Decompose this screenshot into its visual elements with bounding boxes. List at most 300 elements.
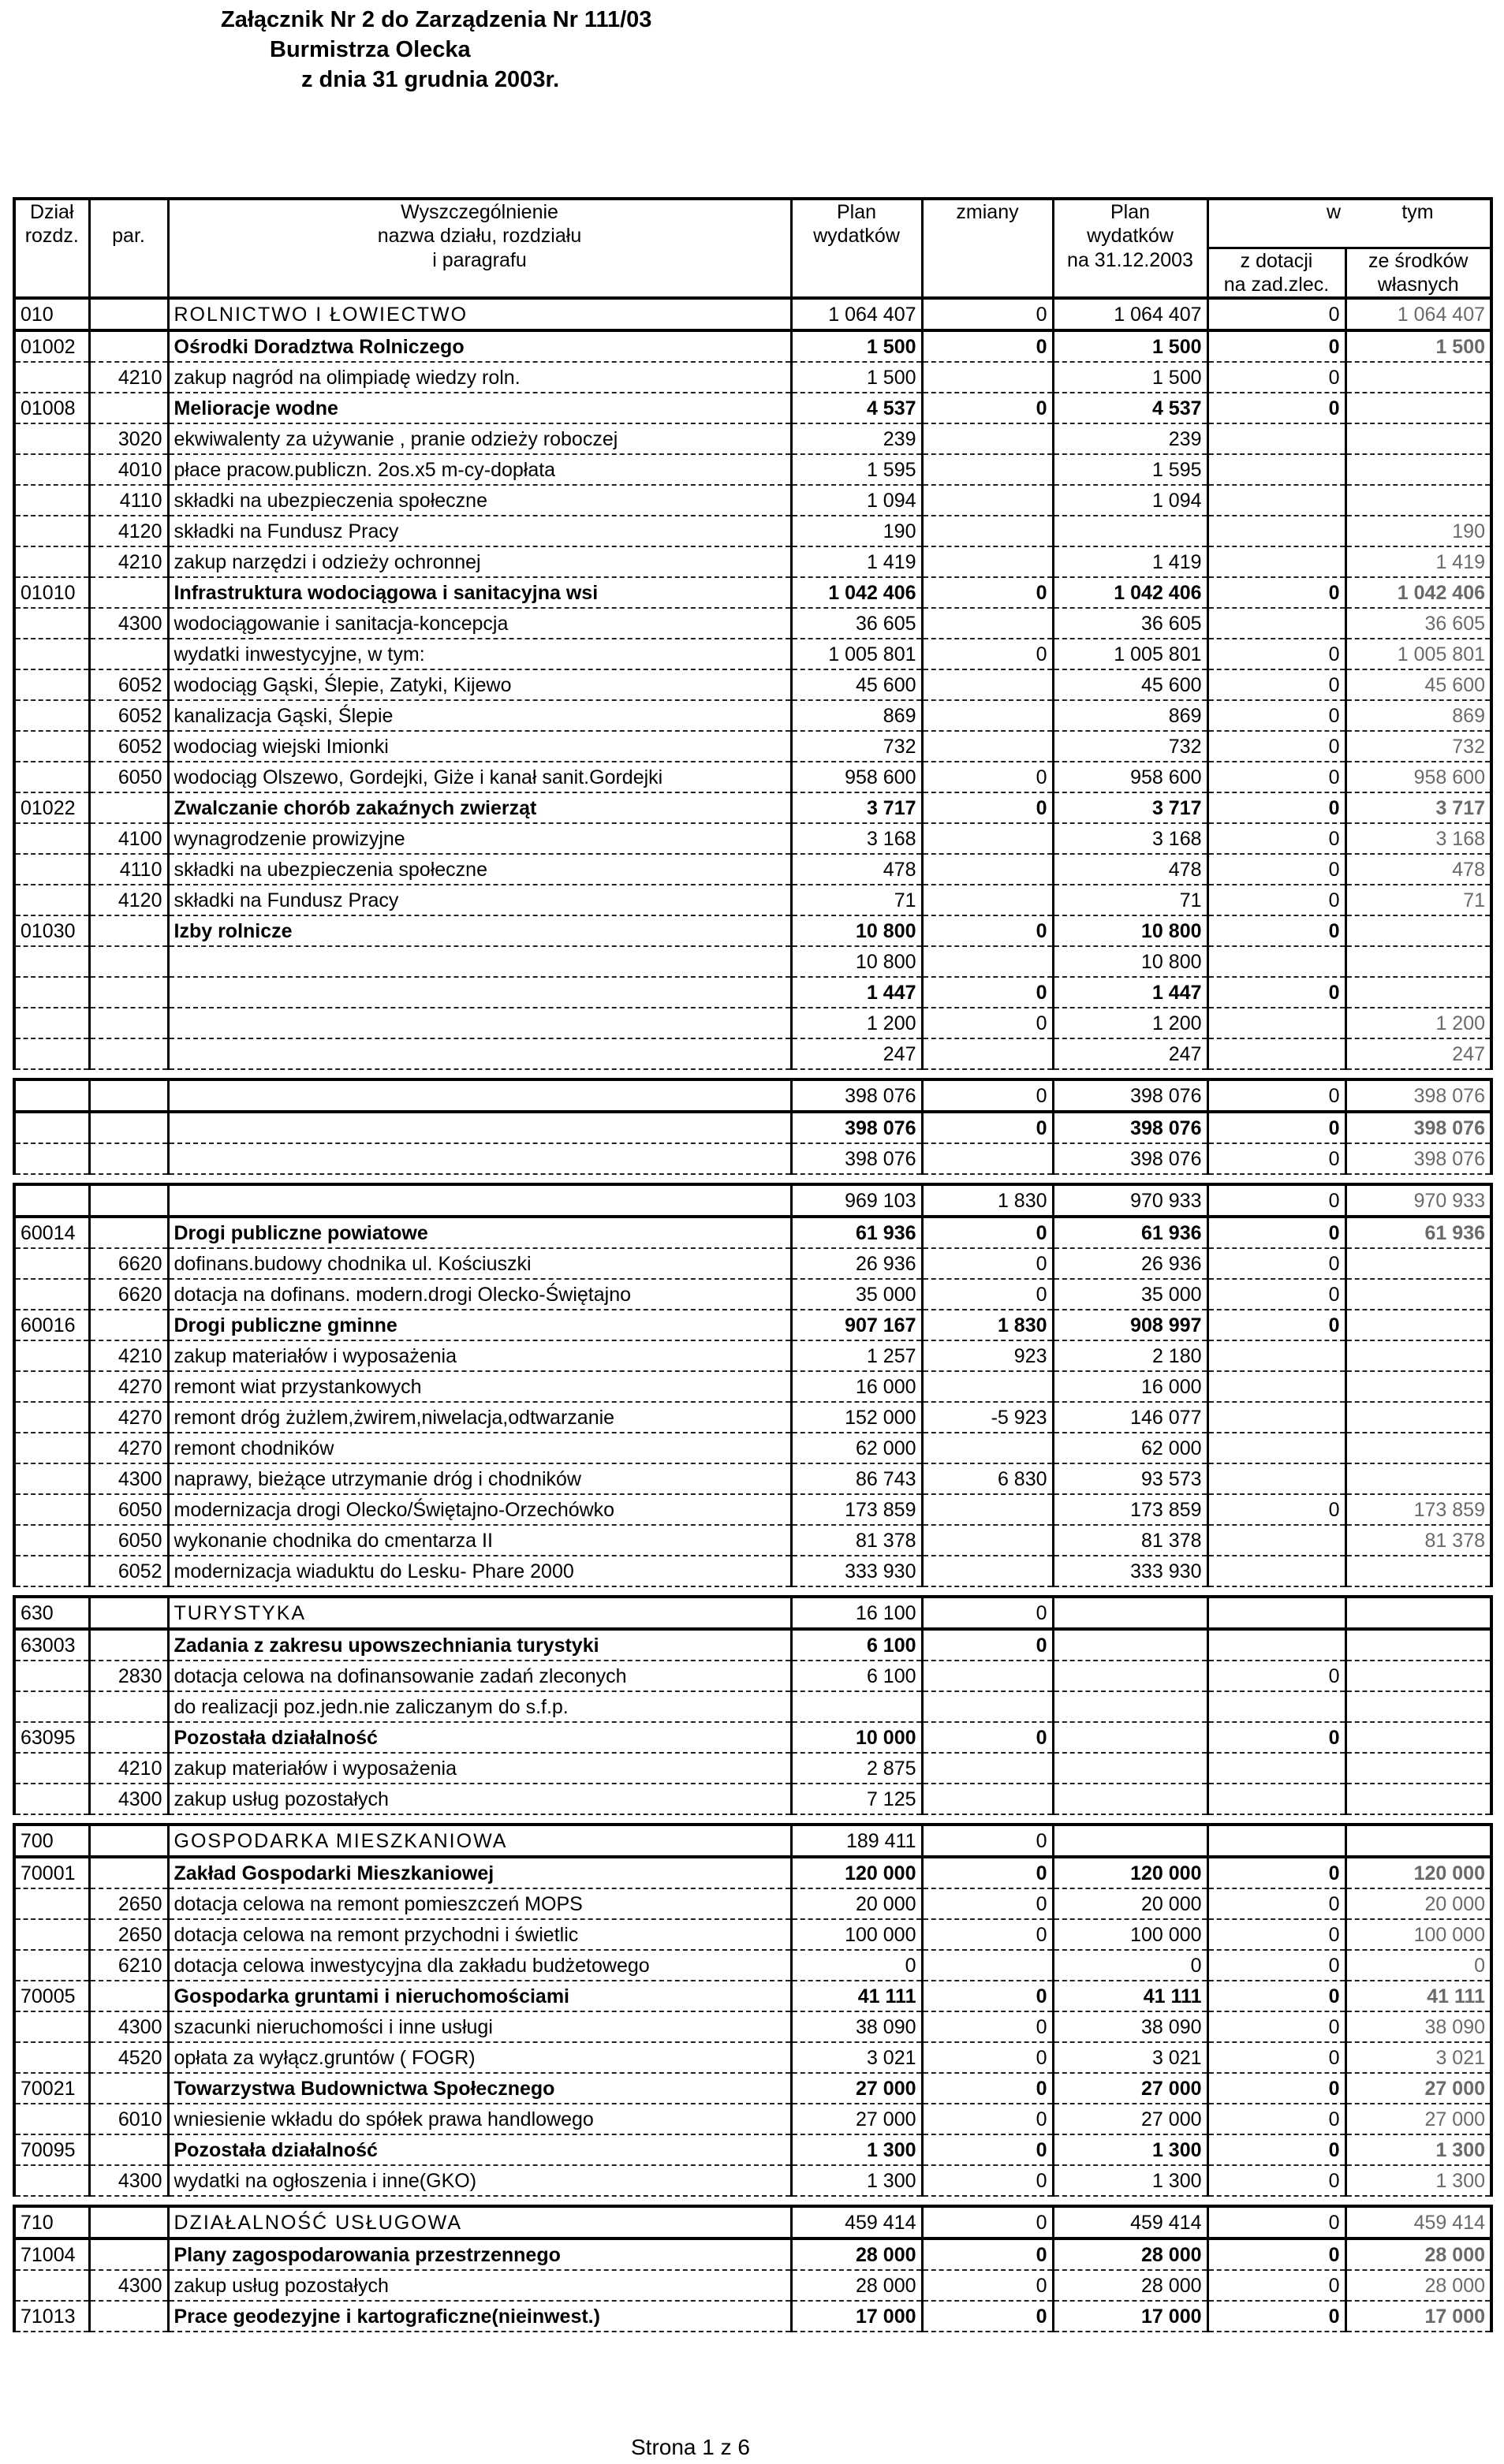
row-plan-after: 398 076 (1053, 1079, 1207, 1112)
row-wlasne: 1 200 (1345, 1008, 1491, 1038)
chapter-row (14, 1981, 1491, 2011)
row-zmiany: 0 (922, 2206, 1053, 2238)
row-name: modernizacja drogi Olecko/Świętajno-Orzechówko (168, 1494, 791, 1525)
row-dzial: 01010 (14, 577, 89, 608)
row-name: wydatki inwestycyjne, w tym: (168, 639, 791, 669)
row-plan-after: 26 936 (1053, 1248, 1207, 1279)
row-plan-after: 16 000 (1053, 1371, 1207, 1402)
row-paragraf (89, 393, 168, 423)
row-dzial (14, 546, 89, 577)
row-zmiany (922, 1661, 1053, 1691)
row-wlasne (1345, 1371, 1491, 1402)
row-wlasne (1345, 1661, 1491, 1691)
row-dotacje (1207, 1402, 1345, 1433)
row-paragraf (89, 1217, 168, 1248)
row-dotacje (1207, 1691, 1345, 1722)
row-zmiany: 0 (922, 762, 1053, 792)
row-wlasne (1345, 1784, 1491, 1814)
row-name: remont dróg żużlem,żwirem,niwelacja,odtwarzanie (168, 1402, 791, 1433)
row-zmiany (922, 1494, 1053, 1525)
row-plan-after: 81 378 (1053, 1525, 1207, 1556)
row-plan-after: 1 042 406 (1053, 577, 1207, 608)
row-zmiany (922, 485, 1053, 516)
row-paragraf: 6620 (89, 1248, 168, 1279)
row-zmiany (922, 516, 1053, 546)
row-zmiany (922, 1433, 1053, 1463)
row-paragraf (89, 577, 168, 608)
row-paragraf: 4210 (89, 546, 168, 577)
col-dotacji: z dotacji (1207, 248, 1345, 273)
row-dotacje: 0 (1207, 1248, 1345, 1279)
row-paragraf (89, 639, 168, 669)
row-dotacje: 0 (1207, 362, 1345, 393)
row-plan-after: 100 000 (1053, 1919, 1207, 1950)
row-plan: 239 (791, 423, 922, 454)
row-plan: 1 064 407 (791, 298, 922, 330)
row-paragraf (89, 2134, 168, 2165)
row-plan: 969 103 (791, 1184, 922, 1217)
row-plan: 35 000 (791, 1279, 922, 1310)
row-dzial (14, 1784, 89, 1814)
table-row (14, 1038, 1491, 1069)
row-plan-after: 10 800 (1053, 915, 1207, 946)
row-name (168, 1038, 791, 1069)
table-row (14, 1248, 1491, 1279)
row-plan-after: 120 000 (1053, 1857, 1207, 1888)
row-wlasne: 27 000 (1345, 2073, 1491, 2104)
row-plan: 459 414 (791, 2206, 922, 2238)
row-dotacje (1207, 423, 1345, 454)
row-dzial (14, 1279, 89, 1310)
row-dotacje: 0 (1207, 1112, 1345, 1143)
row-zmiany: 0 (922, 792, 1053, 823)
row-plan-after: 2 180 (1053, 1340, 1207, 1371)
row-plan: 1 094 (791, 485, 922, 516)
section-gap (14, 1814, 1491, 1825)
row-plan-after: 1 500 (1053, 330, 1207, 362)
row-dzial: 630 (14, 1597, 89, 1629)
row-wlasne: 3 021 (1345, 2042, 1491, 2073)
row-plan-after: 38 090 (1053, 2011, 1207, 2042)
row-zmiany: 0 (922, 2270, 1053, 2301)
row-plan-after: 173 859 (1053, 1494, 1207, 1525)
table-row (14, 731, 1491, 762)
row-plan-after (1053, 1825, 1207, 1857)
row-name: dotacja na dofinans. modern.drogi Olecko-Świętajno (168, 1279, 791, 1310)
row-plan: 41 111 (791, 1981, 922, 2011)
row-plan-after (1053, 1629, 1207, 1661)
row-paragraf: 6010 (89, 2104, 168, 2134)
row-dzial (14, 1184, 89, 1217)
chapter-row (14, 915, 1491, 946)
col-w: w (1207, 199, 1345, 224)
row-zmiany (922, 1753, 1053, 1784)
col-plan-after-2: wydatków (1053, 224, 1207, 248)
row-dzial: 01030 (14, 915, 89, 946)
col-zmiany: zmiany (922, 199, 1053, 224)
row-zmiany: 0 (922, 2165, 1053, 2196)
row-wlasne (1345, 1279, 1491, 1310)
row-plan-after: 45 600 (1053, 669, 1207, 700)
row-plan: 16 000 (791, 1371, 922, 1402)
row-name: wodociąg Olszewo, Gordejki, Giże i kanał sanit.Gordejki (168, 762, 791, 792)
col-plan-after: Plan (1053, 199, 1207, 224)
col-dotacji-2: na zad.zlec. (1207, 273, 1345, 298)
row-wlasne: 1 500 (1345, 330, 1491, 362)
chapter-row (14, 1722, 1491, 1753)
row-dzial (14, 2165, 89, 2196)
row-name: TURYSTYKA (168, 1597, 791, 1629)
row-zmiany: 0 (922, 330, 1053, 362)
col-blank-9 (168, 273, 791, 298)
row-plan: 1 300 (791, 2134, 922, 2165)
row-dotacje (1207, 1825, 1345, 1857)
chapter-row (14, 977, 1491, 1008)
row-plan-after (1053, 516, 1207, 546)
row-dotacje: 0 (1207, 1079, 1345, 1112)
row-wlasne: 17 000 (1345, 2301, 1491, 2332)
row-dotacje (1207, 1784, 1345, 1814)
row-zmiany: 0 (922, 1279, 1053, 1310)
section-row (14, 298, 1491, 330)
row-dotacje: 0 (1207, 2073, 1345, 2104)
row-plan: 20 000 (791, 1888, 922, 1919)
row-paragraf (89, 1629, 168, 1661)
chapter-row (14, 2301, 1491, 2332)
row-dzial (14, 1112, 89, 1143)
row-plan: 398 076 (791, 1143, 922, 1174)
row-dotacje: 0 (1207, 639, 1345, 669)
row-plan-after: 93 573 (1053, 1463, 1207, 1494)
row-plan-after (1053, 1784, 1207, 1814)
row-zmiany: 0 (922, 2011, 1053, 2042)
row-dzial (14, 1888, 89, 1919)
row-wlasne: 1 300 (1345, 2165, 1491, 2196)
row-dzial (14, 516, 89, 546)
row-name: modernizacja wiaduktu do Lesku- Phare 2000 (168, 1556, 791, 1586)
row-zmiany: 0 (922, 577, 1053, 608)
section-row (14, 2206, 1491, 2238)
row-name: Plany zagospodarowania przestrzennego (168, 2238, 791, 2270)
row-wlasne (1345, 454, 1491, 485)
col-blank-5 (791, 248, 922, 273)
row-dotacje: 0 (1207, 1143, 1345, 1174)
row-paragraf: 4120 (89, 516, 168, 546)
chapter-row (14, 393, 1491, 423)
row-dzial (14, 362, 89, 393)
row-zmiany (922, 823, 1053, 854)
section-gap (14, 1069, 1491, 1079)
table-header (14, 199, 1491, 298)
row-dotacje: 0 (1207, 885, 1345, 915)
table-row (14, 2104, 1491, 2134)
row-zmiany (922, 1691, 1053, 1722)
chapter-row (14, 330, 1491, 362)
row-wlasne (1345, 423, 1491, 454)
table-row (14, 1888, 1491, 1919)
row-name: Drogi publiczne gminne (168, 1310, 791, 1340)
row-plan-after: 1 419 (1053, 546, 1207, 577)
row-wlasne: 970 933 (1345, 1184, 1491, 1217)
chapter-row (14, 1857, 1491, 1888)
budget-table (13, 197, 1493, 2332)
row-paragraf (89, 2301, 168, 2332)
row-plan: 398 076 (791, 1079, 922, 1112)
row-wlasne: 100 000 (1345, 1919, 1491, 1950)
row-plan: 16 100 (791, 1597, 922, 1629)
col-par: par. (89, 224, 168, 248)
section-gap (14, 1174, 1491, 1184)
row-paragraf: 4300 (89, 1784, 168, 1814)
row-dotacje: 0 (1207, 731, 1345, 762)
col-blank-10 (791, 273, 922, 298)
row-plan-after: 28 000 (1053, 2238, 1207, 2270)
row-paragraf (89, 1310, 168, 1340)
table-row (14, 516, 1491, 546)
row-zmiany (922, 1038, 1053, 1069)
row-dotacje: 0 (1207, 2206, 1345, 2238)
row-name: Prace geodezyjne i kartograficzne(nieinwest.) (168, 2301, 791, 2332)
table-row (14, 362, 1491, 393)
row-plan-after: 61 936 (1053, 1217, 1207, 1248)
row-dotacje: 0 (1207, 2301, 1345, 2332)
col-plan-2: wydatków (791, 224, 922, 248)
row-plan-after (1053, 1753, 1207, 1784)
row-wlasne: 0 (1345, 1950, 1491, 1981)
row-zmiany: 0 (922, 2238, 1053, 2270)
row-dzial (14, 762, 89, 792)
row-dzial (14, 854, 89, 885)
row-plan-after: 1 005 801 (1053, 639, 1207, 669)
row-zmiany: 0 (922, 1597, 1053, 1629)
chapter-row (14, 1217, 1491, 1248)
row-wlasne: 38 090 (1345, 2011, 1491, 2042)
row-dotacje: 0 (1207, 1494, 1345, 1525)
row-paragraf (89, 1825, 168, 1857)
row-plan-after (1053, 1661, 1207, 1691)
table-row (14, 1371, 1491, 1402)
row-name: Zakład Gospodarki Mieszkaniowej (168, 1857, 791, 1888)
row-paragraf: 6050 (89, 1494, 168, 1525)
row-name (168, 1143, 791, 1174)
table-row (14, 700, 1491, 731)
row-dzial (14, 1433, 89, 1463)
row-zmiany: 0 (922, 2134, 1053, 2165)
row-dzial: 71004 (14, 2238, 89, 2270)
row-wlasne: 1 042 406 (1345, 577, 1491, 608)
section-row (14, 1597, 1491, 1629)
row-name (168, 977, 791, 1008)
row-wlasne: 958 600 (1345, 762, 1491, 792)
row-plan-after: 239 (1053, 423, 1207, 454)
row-paragraf: 4300 (89, 2270, 168, 2301)
row-plan: 173 859 (791, 1494, 922, 1525)
row-name: składki na ubezpieczenia społeczne (168, 854, 791, 885)
row-paragraf: 3020 (89, 423, 168, 454)
row-dotacje (1207, 1008, 1345, 1038)
row-name: wynagrodzenie prowizyjne (168, 823, 791, 854)
row-dzial (14, 608, 89, 639)
row-dzial (14, 1661, 89, 1691)
row-dotacje: 0 (1207, 915, 1345, 946)
table-row (14, 1919, 1491, 1950)
row-name: naprawy, bieżące utrzymanie dróg i chodników (168, 1463, 791, 1494)
table-row (14, 1494, 1491, 1525)
row-zmiany (922, 669, 1053, 700)
row-dotacje (1207, 1371, 1345, 1402)
row-paragraf (89, 915, 168, 946)
row-dzial (14, 485, 89, 516)
row-zmiany (922, 1950, 1053, 1981)
table-row (14, 946, 1491, 977)
row-dzial: 70001 (14, 1857, 89, 1888)
row-paragraf: 4270 (89, 1402, 168, 1433)
row-plan-after: 146 077 (1053, 1402, 1207, 1433)
row-name: zakup nagród na olimpiadę wiedzy roln. (168, 362, 791, 393)
row-plan: 1 419 (791, 546, 922, 577)
row-name: kanalizacja Gąski, Ślepie (168, 700, 791, 731)
row-wlasne (1345, 1722, 1491, 1753)
row-plan-after: 27 000 (1053, 2073, 1207, 2104)
col-blank-12 (1053, 273, 1207, 298)
section-row (14, 1079, 1491, 1112)
row-plan: 1 500 (791, 362, 922, 393)
row-dotacje: 0 (1207, 2238, 1345, 2270)
row-dotacje: 0 (1207, 330, 1345, 362)
table-row (14, 1463, 1491, 1494)
row-plan: 27 000 (791, 2073, 922, 2104)
row-zmiany: 0 (922, 1981, 1053, 2011)
row-plan: 732 (791, 731, 922, 762)
row-wlasne: 81 378 (1345, 1525, 1491, 1556)
row-plan: 3 021 (791, 2042, 922, 2073)
row-plan-after: 398 076 (1053, 1112, 1207, 1143)
row-plan-after: 1 447 (1053, 977, 1207, 1008)
col-rozdz: rozdz. (14, 224, 89, 248)
row-plan: 1 447 (791, 977, 922, 1008)
row-plan: 17 000 (791, 2301, 922, 2332)
row-plan: 4 537 (791, 393, 922, 423)
row-zmiany (922, 608, 1053, 639)
row-plan-after: 36 605 (1053, 608, 1207, 639)
row-name: Gospodarka gruntami i nieruchomościami (168, 1981, 791, 2011)
row-zmiany: 0 (922, 1217, 1053, 1248)
table-row (14, 669, 1491, 700)
row-zmiany: 923 (922, 1340, 1053, 1371)
row-dotacje (1207, 1556, 1345, 1586)
row-plan-after: 958 600 (1053, 762, 1207, 792)
row-plan-after (1053, 1597, 1207, 1629)
row-plan: 10 800 (791, 946, 922, 977)
row-dotacje: 0 (1207, 1279, 1345, 1310)
row-paragraf: 6052 (89, 731, 168, 762)
row-plan: 26 936 (791, 1248, 922, 1279)
row-paragraf (89, 1691, 168, 1722)
row-paragraf: 6620 (89, 1279, 168, 1310)
table-row (14, 2011, 1491, 2042)
row-dotacje: 0 (1207, 823, 1345, 854)
table-row (14, 1402, 1491, 1433)
row-zmiany: -5 923 (922, 1402, 1053, 1433)
row-plan-after: 732 (1053, 731, 1207, 762)
row-paragraf: 2650 (89, 1919, 168, 1950)
row-dotacje: 0 (1207, 1184, 1345, 1217)
row-zmiany (922, 1556, 1053, 1586)
row-dzial: 01008 (14, 393, 89, 423)
row-dzial (14, 1143, 89, 1174)
row-plan-after: 0 (1053, 1950, 1207, 1981)
page-footer: Strona 1 z 6 (631, 2435, 750, 2459)
row-name: zakup materiałów i wyposażenia (168, 1340, 791, 1371)
col-tym: tym (1345, 199, 1491, 224)
row-plan-after: 4 537 (1053, 393, 1207, 423)
row-plan: 28 000 (791, 2270, 922, 2301)
row-dzial (14, 977, 89, 1008)
row-name: Towarzystwa Budownictwa Społecznego (168, 2073, 791, 2104)
row-dotacje: 0 (1207, 2270, 1345, 2301)
row-dzial (14, 1340, 89, 1371)
row-zmiany: 1 830 (922, 1184, 1053, 1217)
row-zmiany: 0 (922, 1722, 1053, 1753)
row-plan-after: 333 930 (1053, 1556, 1207, 1586)
row-plan: 2 875 (791, 1753, 922, 1784)
row-dzial (14, 1371, 89, 1402)
row-plan: 7 125 (791, 1784, 922, 1814)
row-wlasne: 120 000 (1345, 1857, 1491, 1888)
col-par-blank (89, 199, 168, 224)
row-dotacje: 0 (1207, 2134, 1345, 2165)
row-zmiany: 0 (922, 298, 1053, 330)
row-zmiany: 1 830 (922, 1310, 1053, 1340)
row-plan: 86 743 (791, 1463, 922, 1494)
row-name: składki na Fundusz Pracy (168, 516, 791, 546)
row-paragraf (89, 977, 168, 1008)
col-desc: Wyszczególnienie (168, 199, 791, 224)
row-name: Pozostała działalność (168, 2134, 791, 2165)
row-paragraf: 4300 (89, 2165, 168, 2196)
row-plan: 869 (791, 700, 922, 731)
row-paragraf (89, 1112, 168, 1143)
row-dotacje (1207, 516, 1345, 546)
row-plan-after: 17 000 (1053, 2301, 1207, 2332)
row-paragraf (89, 1143, 168, 1174)
row-dzial: 60014 (14, 1217, 89, 1248)
row-plan-after (1053, 1691, 1207, 1722)
row-wlasne (1345, 485, 1491, 516)
row-dzial (14, 823, 89, 854)
row-dotacje (1207, 1340, 1345, 1371)
row-dotacje: 0 (1207, 2104, 1345, 2134)
row-wlasne (1345, 1556, 1491, 1586)
row-name: wykonanie chodnika do cmentarza II (168, 1525, 791, 1556)
row-zmiany: 0 (922, 1112, 1053, 1143)
row-zmiany (922, 454, 1053, 485)
col-wlasne-2: własnych (1345, 273, 1491, 298)
row-paragraf: 4210 (89, 1753, 168, 1784)
row-paragraf (89, 2073, 168, 2104)
row-dotacje (1207, 946, 1345, 977)
row-dotacje: 0 (1207, 700, 1345, 731)
row-plan: 28 000 (791, 2238, 922, 2270)
row-plan-after: 1 500 (1053, 362, 1207, 393)
col-wlasne: ze środków (1345, 248, 1491, 273)
row-dzial (14, 2011, 89, 2042)
chapter-row (14, 792, 1491, 823)
table-row (14, 2165, 1491, 2196)
row-dotacje: 0 (1207, 854, 1345, 885)
row-wlasne: 459 414 (1345, 2206, 1491, 2238)
row-dotacje: 0 (1207, 1950, 1345, 1981)
